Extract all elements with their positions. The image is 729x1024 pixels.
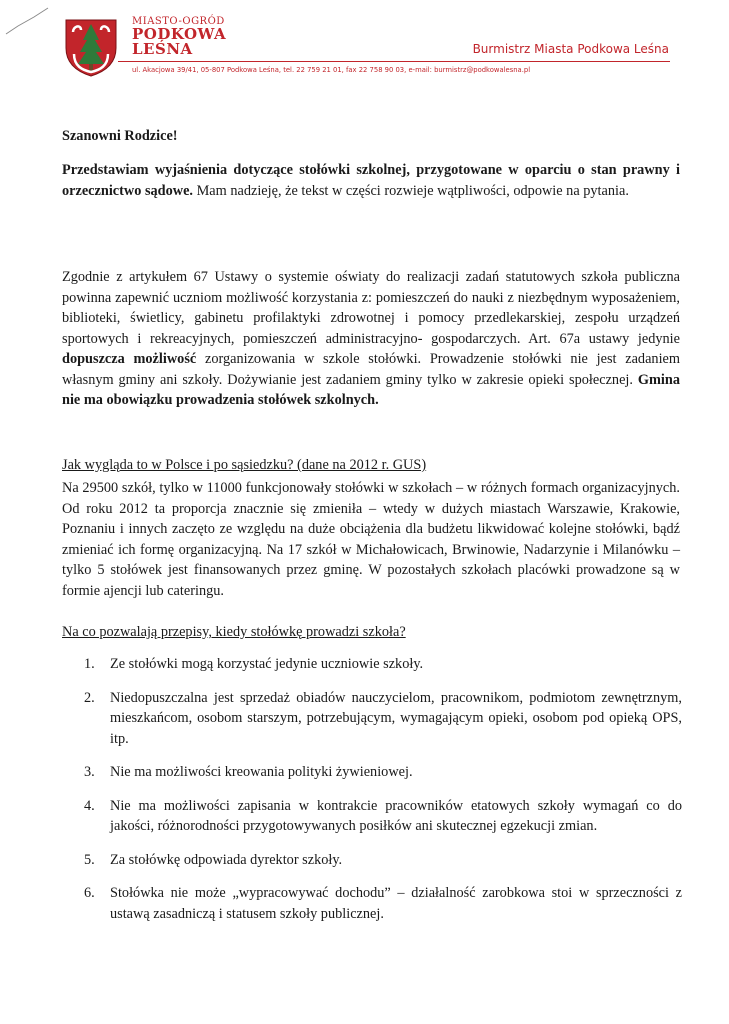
list-item-text: Ze stołówki mogą korzystać jedynie uczniowie szkoły. xyxy=(110,656,424,672)
intro-bold-text: Przedstawiam wyjaśnienia dotyczące stołówki szkolnej, przygotowane w oparciu o stan prawny i orzecznictwo sądowe. xyxy=(62,162,680,199)
list-item-text: Stołówka nie może „wypracowywać dochodu” – działalność zarobkowa stoi w sprzeczności z ustawą zasadniczą i statusem szkoły publicznej. xyxy=(110,885,682,922)
greeting: Szanowni Rodzice! xyxy=(62,128,178,144)
legal-basis-paragraph xyxy=(62,267,680,411)
town-line-1: MIASTO-OGRÓD xyxy=(132,16,225,27)
list-item-number: 1. xyxy=(84,656,95,672)
municipality-name xyxy=(132,16,226,57)
pen-scratch-mark xyxy=(4,4,52,38)
list-item xyxy=(84,688,682,750)
list-item-number: 5. xyxy=(84,851,95,868)
town-line-2: PODKOWA xyxy=(132,25,227,43)
section-heading-regulations: Na co pozwalają przepisy, kiedy stołówkę prowadzi szkoła? xyxy=(62,624,406,640)
office-title: Burmistrz Miasta Podkowa Leśna xyxy=(472,42,669,56)
list-item-number: 2. xyxy=(84,689,95,706)
list-item-text: Za stołówkę odpowiada dyrektor szkoły. xyxy=(110,851,343,868)
header-divider xyxy=(118,61,670,62)
para1-text-2: zorganizowania w szkole stołówki. Prowadzenie stołówki nie jest zadaniem własnym gminy ani szkoły. Dożywianie jest zadaniem gminy tylko w zakresie opieki społecznej. xyxy=(62,351,681,388)
section-heading-statistics: Jak wygląda to w Polsce i po sąsiedzku? (dane na 2012 r. GUS) xyxy=(62,457,427,473)
para1-text-1: Zgodnie z artykułem 67 Ustawy o systemie oświaty do realizacji zadań statutowych szkoła publiczna powinna zapewnić uczniom możliwość korzystania z: pomieszczeń do nauki z niezbędnym wyposażeniem, biblioteki, świetlicy, gabinetu profilaktyki zdrowotnej i pomocy przedlekarskiej, zespołu urządzeń sportowych i rekreacyjnych, pomieszczeń administracyjno- gospodarczych. Art. 67a ustawy jedynie xyxy=(62,269,680,347)
list-item-text: Nie ma możliwości zapisania w kontrakcie pracowników etatowych szkoły wymagań co do jakości, różnorodności przygotowywanych posiłków ani skutecznej egzekucji zmian. xyxy=(110,797,682,834)
list-item-number: 4. xyxy=(84,797,95,814)
list-item-text: Niedopuszczalna jest sprzedaż obiadów nauczycielom, pracownikom, podmiotom zewnętrznym, mieszkańcom, osobom starszym, potrzebującym, wymagającym opieki, osobom pod opieką OPS, itp. xyxy=(110,689,682,747)
list-item xyxy=(84,796,682,837)
list-item xyxy=(84,850,682,871)
list-item xyxy=(84,762,682,783)
list-item-number: 6. xyxy=(84,885,95,901)
coat-of-arms-icon xyxy=(62,14,120,78)
town-line-3: LEŚNA xyxy=(132,40,193,58)
list-item-text: Nie ma możliwości kreowania polityki żywieniowej. xyxy=(110,764,413,780)
regulations-list xyxy=(84,654,682,937)
statistics-paragraph: Na 29500 szkół, tylko w 11000 funkcjonowały stołówki w szkołach – w różnych formach organizacyjnych. Od roku 2012 ta proporcja znacznie się zmieniła – wtedy w dużych miastach Warszawie, Krakowie, Poznaniu i innych zaczęto ze względu na duże obciążenia dla budżetu likwidować kolejne stołówki, bądź zmieniać ich formę organizacyjną. Na 17 szkół w Michałowicach, Brwinowie, Nadarzynie i Milanówku – tylko 5 stołówek jest finansowanych przez gminę. W pozostałych szkołach placówki prowadzone są w formie ajencji lub cateringu. xyxy=(62,480,680,599)
intro-paragraph xyxy=(62,160,680,201)
list-item xyxy=(84,654,682,675)
intro-rest-text: Mam nadzieję, że tekst w części rozwieje wątpliwości, odpowie na pytania. xyxy=(193,182,629,199)
para1-bold-2: Gmina nie ma obowiązku prowadzenia stołówek szkolnych. xyxy=(62,371,680,408)
list-item-number: 3. xyxy=(84,764,95,780)
address-line: ul. Akacjowa 39/41, 05-807 Podkowa Leśna, tel. 22 759 21 01, fax 22 758 90 03, e-mail: burmistrz@podkowalesna.pl xyxy=(132,66,531,74)
list-item xyxy=(84,883,682,924)
para1-bold-1: dopuszcza możliwość xyxy=(62,351,197,367)
